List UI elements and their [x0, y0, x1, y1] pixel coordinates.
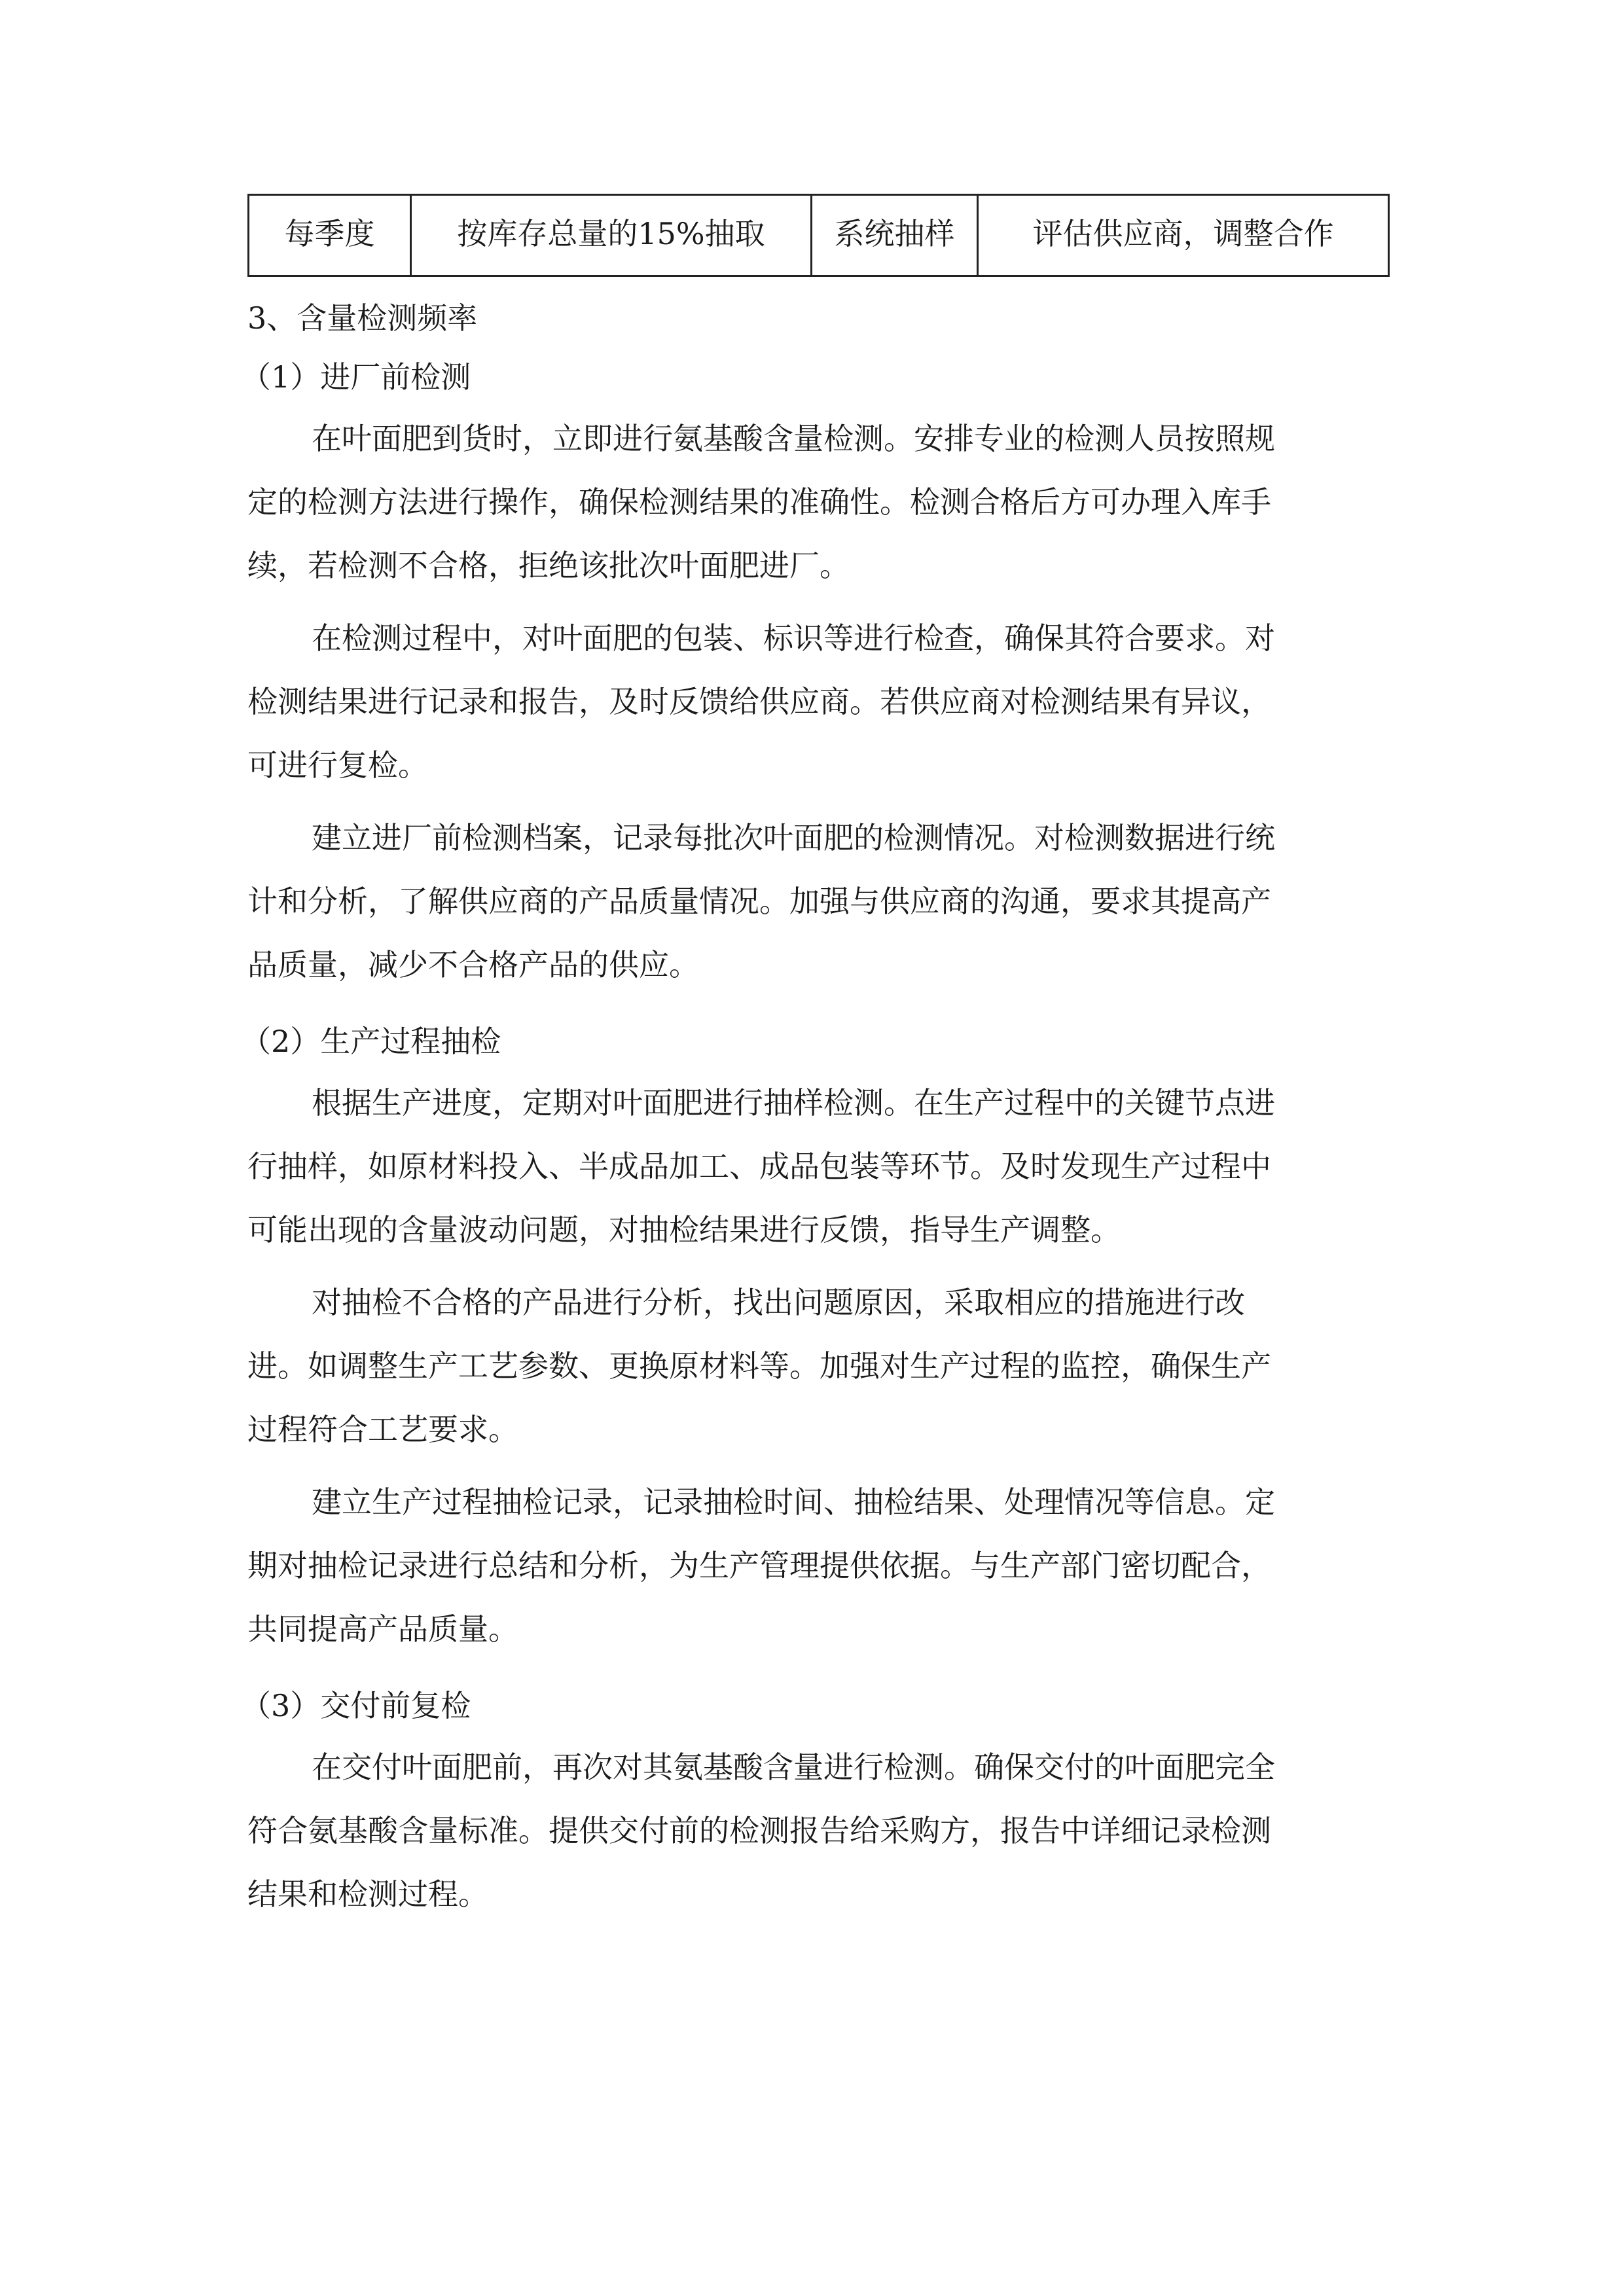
paragraph-line: 可进行复检。 [247, 747, 428, 783]
paragraph-line: 计和分析，了解供应商的产品质量情况。加强与供应商的沟通，要求其提高产 [247, 884, 1271, 919]
paragraph-line: 在叶面肥到货时，立即进行氨基酸含量检测。安排专业的检测人员按照规 [312, 421, 1275, 456]
paragraph-line: 建立进厂前检测档案，记录每批次叶面肥的检测情况。对检测数据进行统 [312, 820, 1275, 855]
table-cell-action: 评估供应商，调整合作 [1032, 216, 1334, 251]
paragraph-line: 进。如调整生产工艺参数、更换原材料等。加强对生产过程的监控，确保生产 [247, 1348, 1271, 1384]
paragraph-line: 检测结果进行记录和报告，及时反馈给供应商。若供应商对检测结果有异议， [247, 684, 1271, 719]
subsection-title-2: （2）生产过程抽检 [241, 1024, 501, 1059]
frequency-table-row [247, 194, 1390, 277]
section-title: 3、含量检测频率 [247, 300, 478, 336]
paragraph-line: 在检测过程中，对叶面肥的包装、标识等进行检查，确保其符合要求。对 [312, 620, 1275, 656]
paragraph-line: 可能出现的含量波动问题，对抽检结果进行反馈，指导生产调整。 [247, 1212, 1121, 1247]
paragraph-line: 续，若检测不合格，拒绝该批次叶面肥进厂。 [247, 548, 850, 583]
paragraph-line: 定的检测方法进行操作，确保检测结果的准确性。检测合格后方可办理入库手 [247, 484, 1271, 520]
paragraph-line: 共同提高产品质量。 [247, 1611, 518, 1647]
paragraph-line: 品质量，减少不合格产品的供应。 [247, 947, 699, 982]
subsection-title-3: （3）交付前复检 [241, 1688, 471, 1723]
paragraph-line: 根据生产进度，定期对叶面肥进行抽样检测。在生产过程中的关键节点进 [312, 1085, 1275, 1121]
paragraph-line: 对抽检不合格的产品进行分析，找出问题原因，采取相应的措施进行改 [312, 1285, 1245, 1320]
table-cell-method: 系统抽样 [812, 196, 979, 275]
paragraph-line: 建立生产过程抽检记录，记录抽检时间、抽检结果、处理情况等信息。定 [312, 1484, 1275, 1520]
table-cell-frequency: 每季度 [249, 196, 412, 275]
subsection-title-1: （1）进厂前检测 [241, 359, 471, 395]
paragraph-line: 期对抽检记录进行总结和分析，为生产管理提供依据。与生产部门密切配合， [247, 1548, 1271, 1583]
paragraph-line: 行抽样，如原材料投入、半成品加工、成品包装等环节。及时发现生产过程中 [247, 1149, 1271, 1184]
paragraph-line: 过程符合工艺要求。 [247, 1412, 518, 1447]
table-cell-sample-size: 按库存总量的15%抽取 [412, 196, 812, 275]
paragraph-line: 结果和检测过程。 [247, 1876, 488, 1912]
paragraph-line: 在交付叶面肥前，再次对其氨基酸含量进行检测。确保交付的叶面肥完全 [312, 1749, 1275, 1785]
paragraph-line: 符合氨基酸含量标准。提供交付前的检测报告给采购方，报告中详细记录检测 [247, 1813, 1271, 1848]
